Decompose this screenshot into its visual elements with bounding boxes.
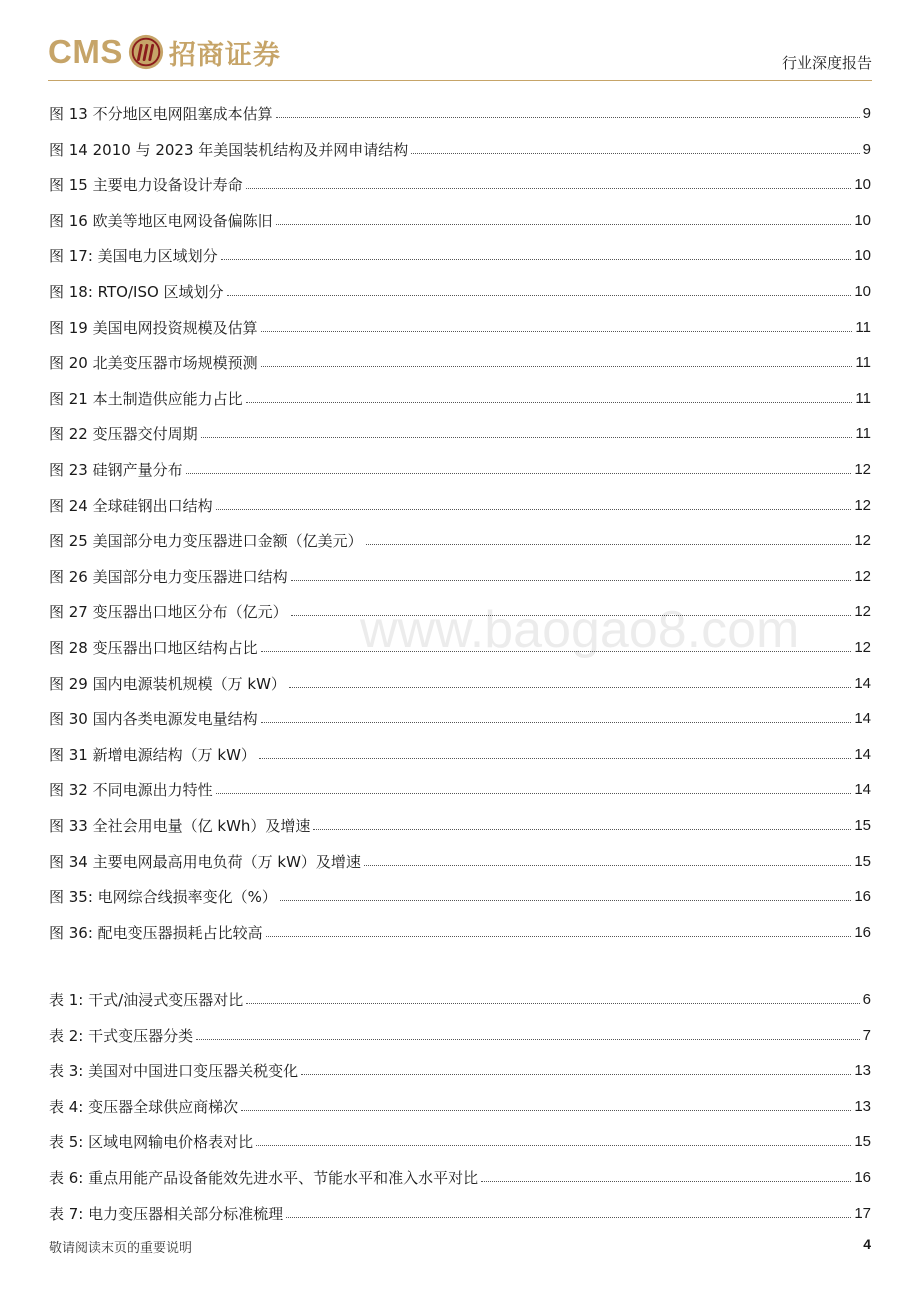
- figure-entry-page: 12: [854, 461, 871, 478]
- dot-leader: [266, 936, 852, 937]
- dot-leader: [241, 1110, 851, 1111]
- figure-entry-title: 图 15 主要电力设备设计寿命: [49, 176, 243, 195]
- figure-entry-page: 14: [854, 674, 871, 692]
- figure-entry-page: 9: [862, 140, 871, 158]
- watermark-text: www.baogao8.com: [360, 601, 800, 659]
- dot-leader: [221, 259, 852, 260]
- figure-entry-title: 图 26 美国部分电力变压器进口结构: [49, 567, 288, 586]
- figure-entry[interactable]: [49, 99, 871, 123]
- figure-entry[interactable]: [49, 775, 871, 799]
- table-entry[interactable]: [49, 1056, 871, 1080]
- dot-leader: [216, 509, 852, 510]
- table-entry-title: 表 3: 美国对中国进口变压器关税变化: [49, 1062, 299, 1081]
- figure-entry-page: 10: [854, 211, 871, 229]
- figure-entry[interactable]: [49, 277, 871, 301]
- figure-entry-page: 11: [855, 318, 871, 336]
- figure-entry-page: 10: [854, 176, 871, 194]
- dot-leader: [289, 687, 851, 688]
- figure-entry[interactable]: [49, 384, 871, 408]
- dot-leader: [291, 580, 852, 581]
- figure-entry-title: 图 28 变压器出口地区结构占比: [49, 639, 258, 657]
- table-entry-page: 6: [862, 991, 871, 1008]
- figure-entry[interactable]: [49, 491, 871, 515]
- table-entry-title: 表 5: 区域电网输电价格表对比: [49, 1133, 254, 1152]
- dot-leader: [286, 1217, 851, 1218]
- table-entry-page: 16: [854, 1169, 871, 1186]
- figure-entry-title: 图 22 变压器交付周期: [49, 425, 198, 444]
- figure-entry-page: 12: [854, 496, 871, 514]
- figure-entry-page: 12: [854, 532, 871, 550]
- table-entry-title: 表 2: 干式变压器分类: [49, 1026, 194, 1045]
- table-entry-title: 表 4: 变压器全球供应商梯次: [49, 1097, 239, 1116]
- figure-entry[interactable]: [49, 882, 871, 906]
- cms-logo: [48, 30, 281, 74]
- table-entry[interactable]: [49, 1092, 871, 1116]
- dot-leader: [246, 402, 853, 403]
- table-entry-title: 表 6: 重点用能产品设备能效先进水平、节能水平和准入水平对比: [49, 1169, 479, 1187]
- figure-entry-page: 14: [854, 781, 871, 799]
- figure-entry[interactable]: [49, 918, 871, 942]
- figure-entry-page: 11: [855, 389, 871, 407]
- dot-leader: [246, 188, 852, 189]
- figure-entry-title: 图 36: 配电变压器损耗占比较高: [49, 923, 263, 942]
- table-entry[interactable]: [49, 985, 871, 1009]
- table-entry[interactable]: [49, 1199, 871, 1223]
- figure-entry-title: 图 27 变压器出口地区分布（亿元）: [49, 603, 288, 622]
- figure-entry-title: 图 31 新增电源结构（万 kW）: [49, 745, 256, 764]
- figure-entry-title: 图 30 国内各类电源发电量结构: [49, 710, 258, 729]
- dot-leader: [256, 1145, 851, 1146]
- table-entry[interactable]: [49, 1127, 871, 1151]
- dot-leader: [201, 437, 853, 438]
- figure-entry[interactable]: [49, 704, 871, 728]
- figure-entry-page: 15: [854, 817, 871, 834]
- figure-entry-page: 14: [854, 710, 871, 728]
- figure-entry-title: 图 20 北美变压器市场规模预测: [49, 354, 258, 373]
- figure-entry[interactable]: [49, 455, 871, 479]
- figure-entry-title: 图 34 主要电网最高用电负荷（万 kW）及增速: [49, 852, 361, 871]
- table-entry-title: 表 1: 干式/油浸式变压器对比: [49, 991, 244, 1009]
- table-entry-page: 17: [854, 1204, 871, 1222]
- table-entry-page: 15: [854, 1133, 871, 1151]
- table-entry-page: 13: [854, 1097, 871, 1115]
- figure-entry-page: 9: [862, 105, 871, 122]
- figure-entry[interactable]: [49, 562, 871, 586]
- figure-entry[interactable]: [49, 847, 871, 871]
- figure-entry-title: 图 17: 美国电力区域划分: [49, 247, 218, 266]
- report-type-label: 行业深度报告: [781, 54, 872, 72]
- figure-entry[interactable]: [49, 811, 871, 835]
- figure-entry-page: 16: [854, 923, 871, 941]
- figure-entry[interactable]: [49, 135, 871, 159]
- table-entry-page: 7: [862, 1026, 871, 1044]
- dot-leader: [186, 473, 852, 474]
- figure-entry[interactable]: [49, 313, 871, 337]
- figure-entry-page: 11: [855, 425, 871, 443]
- dot-leader: [481, 1181, 851, 1182]
- figure-entry[interactable]: [49, 740, 871, 764]
- figure-entry[interactable]: [49, 170, 871, 194]
- dot-leader: [216, 793, 852, 794]
- figure-entry-title: 图 21 本土制造供应能力占比: [49, 389, 243, 408]
- footer-page-number: 4: [863, 1236, 871, 1252]
- dot-leader: [276, 117, 860, 118]
- table-entry[interactable]: [49, 1163, 871, 1187]
- dot-leader: [276, 224, 852, 225]
- figure-entry-title: 图 18: RTO/ISO 区域划分: [49, 283, 224, 301]
- figure-entry-title: 图 24 全球硅钢出口结构: [49, 496, 213, 515]
- figure-entry-title: 图 19 美国电网投资规模及估算: [49, 318, 258, 337]
- footer-disclaimer: 敬请阅读末页的重要说明: [49, 1241, 193, 1256]
- figure-entry-page: 16: [854, 888, 871, 906]
- dot-leader: [364, 865, 851, 866]
- figure-entry-title: 图 13 不分地区电网阻塞成本估算: [49, 105, 273, 123]
- dot-leader: [261, 722, 852, 723]
- dot-leader: [366, 544, 852, 545]
- logo-latin-text: CMS: [48, 33, 123, 70]
- logo-emblem-icon: [127, 33, 165, 71]
- page-header: [0, 0, 920, 84]
- dot-leader: [261, 331, 853, 332]
- figure-entry-page: 14: [854, 745, 871, 763]
- dot-leader: [313, 829, 851, 830]
- table-entry-page: 13: [854, 1062, 871, 1080]
- figure-entry-title: 图 14 2010 与 2023 年美国装机结构及并网申请结构: [49, 140, 409, 159]
- figure-entry[interactable]: [49, 348, 871, 372]
- figure-entry-title: 图 35: 电网综合线损率变化（%）: [49, 888, 277, 907]
- figure-entry-page: 12: [854, 639, 871, 656]
- dot-leader: [411, 153, 859, 154]
- figure-entry-title: 图 23 硅钢产量分布: [49, 461, 183, 479]
- header-divider: [48, 80, 872, 81]
- dot-leader: [261, 366, 853, 367]
- figure-entry[interactable]: [49, 241, 871, 265]
- figure-entry-title: 图 32 不同电源出力特性: [49, 781, 213, 800]
- figure-entry[interactable]: [49, 206, 871, 230]
- figure-entry-title: 图 29 国内电源装机规模（万 kW）: [49, 674, 286, 693]
- logo-chinese-text: 招商证券: [168, 39, 281, 71]
- figure-entry-page: 10: [854, 247, 871, 265]
- figure-entry-title: 图 16 欧美等地区电网设备偏陈旧: [49, 211, 273, 230]
- table-entry[interactable]: [49, 1021, 871, 1045]
- figure-entry-title: 图 25 美国部分电力变压器进口金额（亿美元）: [49, 532, 363, 551]
- table-entry-title: 表 7: 电力变压器相关部分标准梳理: [49, 1204, 284, 1223]
- dot-leader: [227, 295, 852, 296]
- figure-entry[interactable]: [49, 669, 871, 693]
- dot-leader: [259, 758, 851, 759]
- dot-leader: [301, 1074, 851, 1075]
- dot-leader: [196, 1039, 860, 1040]
- figure-entry-page: 10: [854, 283, 871, 300]
- figure-entry-title: 图 33 全社会用电量（亿 kWh）及增速: [49, 817, 311, 835]
- figure-entry-page: 15: [854, 852, 871, 870]
- figure-entry-page: 12: [854, 567, 871, 585]
- figure-entry[interactable]: [49, 419, 871, 443]
- dot-leader: [280, 900, 851, 901]
- figure-entry-page: 12: [854, 603, 871, 621]
- figure-entry-page: 11: [855, 354, 871, 372]
- figure-entry[interactable]: [49, 526, 871, 550]
- dot-leader: [246, 1003, 859, 1004]
